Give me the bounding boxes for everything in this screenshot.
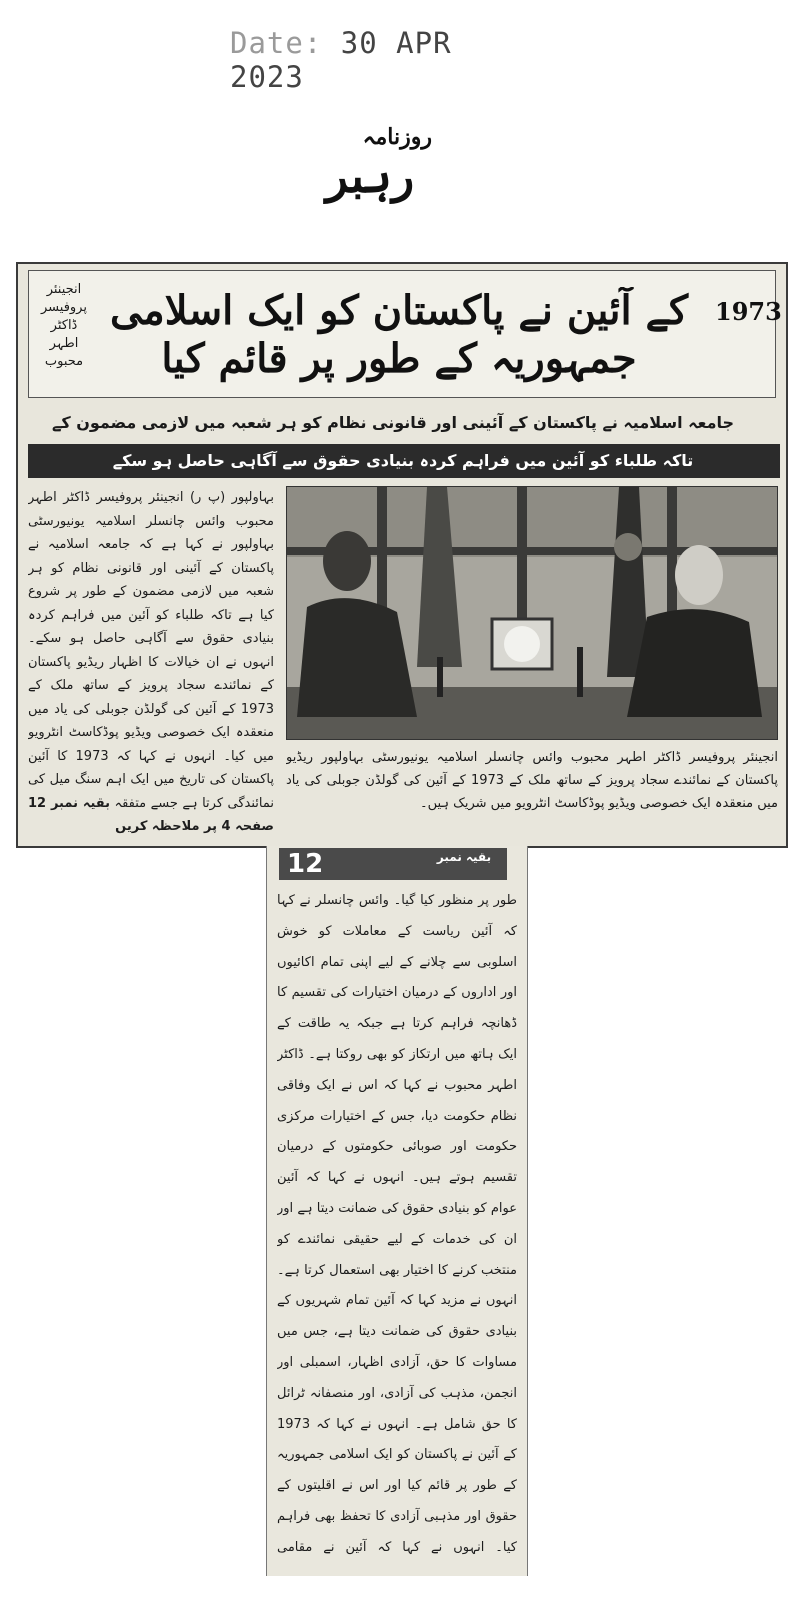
continuation-header bbox=[279, 848, 507, 880]
masthead-prefix: روزنامہ bbox=[362, 124, 432, 150]
headline-box bbox=[28, 270, 782, 398]
continuation-label: بقیہ نمبر bbox=[436, 850, 492, 864]
date-value: 30 APR 2023 bbox=[230, 26, 452, 94]
masthead-name: رہبر bbox=[325, 149, 415, 203]
photo-caption: انجینئر پروفیسر ڈاکٹر اطہر محبوب وائس چانسلر اسلامیہ یونیورسٹی بہاولپور ریڈیو پاکستان کے نمائندے سجاد پرویز کے ساتھ ملک کے 1973 کے آئین کی گولڈن جوبلی کی یاد میں منعقدہ ایک خصوصی ویڈیو پوڈکاسٹ انٹرویو میں شریک ہیں۔ bbox=[286, 750, 778, 811]
byline: انجینئر پروفیسر ڈاکٹر اطہر محبوب bbox=[41, 282, 87, 369]
continuation-clipping bbox=[266, 846, 528, 1576]
article-body: بہاولپور (پ ر) انجینئر پروفیسر ڈاکٹر اطہر محبوب وائس چانسلر اسلامیہ یونیورسٹی بہاولپور نے کہا ہے کہ جامعہ اسلامیہ نے پاکستان کے آئینی اور قانونی نظام کو ہر شعبہ میں لازمی مضمون کے طور پر شروع کیا ہے تاکہ طلباء کو آئین میں فراہم کردہ بنیادی حقوق سے آگاہی حاصل ہو سکے۔ انہوں نے ان خیالات کا اظہار ریڈیو پاکستان کے نمائندے سجاد پرویز کے ساتھ ملک کے 1973 کے آئین کی گولڈن جوبلی کی یاد میں منعقدہ ایک خصوصی ویڈیو پوڈکاسٹ انٹرویو میں کیا۔ انہوں نے کہا کہ 1973 کا آئین پاکستان کی تاریخ میں ایک اہم سنگ میل کی نمائندگی کرتا ہے جسے متفقہ bbox=[28, 490, 274, 811]
continued-note: بقیہ نمبر 12 صفحہ 4 پر ملاحظہ کریں bbox=[28, 795, 274, 834]
article-column-text bbox=[28, 486, 274, 836]
photo-illustration bbox=[287, 487, 778, 740]
headline-year: 1973 bbox=[715, 297, 782, 326]
article-clipping bbox=[16, 262, 788, 848]
newspaper-masthead bbox=[300, 124, 440, 212]
continuation-number: 12 bbox=[287, 849, 324, 879]
headline: کے آئین نے پاکستان کو ایک اسلامی جمہوریہ کے طور پر قائم کیا bbox=[109, 287, 689, 382]
article-photo bbox=[286, 486, 778, 740]
subheadline-bar bbox=[28, 444, 780, 478]
subheadline-secondary: تاکہ طلباء کو آئین میں فراہم کردہ بنیادی حقوق سے آگاہی حاصل ہو سکے bbox=[112, 451, 694, 470]
subheadline-primary: جامعہ اسلامیہ نے پاکستان کے آئینی اور قانونی نظام کو ہر شعبہ میں لازمی مضمون کے bbox=[51, 413, 735, 432]
date-label: Date: bbox=[230, 26, 323, 60]
continuation-text: طور پر منظور کیا گیا۔ وائس چانسلر نے کہا کہ آئین ریاست کے معاملات کو خوش اسلوبی سے چلانے کے لیے اپنی تمام اکائیوں اور اداروں کے درمیان اختیارات کی تقسیم کا ڈھانچہ فراہم کرتا ہے جبکہ یہ طاقت کے ایک ہاتھ میں ارتکاز کو بھی روکتا ہے۔ ڈاکٹر اطہر محبوب نے کہا کہ اس نے ایک وفاقی نظام حکومت دیا، جس کے اختیارات مرکزی حکومت اور صوبائی حکومتوں کے درمیان تقسیم ہوتے ہیں۔ انہوں نے کہا کہ آئین عوام کو بنیادی حقوق کی ضمانت دیتا ہے اور ان کی خدمات کے لیے حقیقی نمائندے کو منتخب کرنے کا اختیار بھی استعمال کرتا ہے۔ انہوں نے مزید کہا کہ آئین تمام شہریوں کے بنیادی حقوق کی ضمانت دیتا ہے، جس میں مساوات کا حق، آزادی اظہار، اسمبلی اور انجمن، مذہب کی آزادی، اور منصفانہ ٹرائل کا حق شامل ہے۔ انہوں نے کہا کہ 1973 کے آئین نے پاکستان کو ایک اسلامی جمہوریہ کے طور پر قائم کیا اور اس نے اقلیتوں کے حقوق اور مذہبی آزادی کا تحفظ بھی فراہم کیا۔ انہوں نے کہا کہ آئین نے مقامی bbox=[277, 893, 517, 1555]
date-stamp bbox=[230, 26, 520, 94]
